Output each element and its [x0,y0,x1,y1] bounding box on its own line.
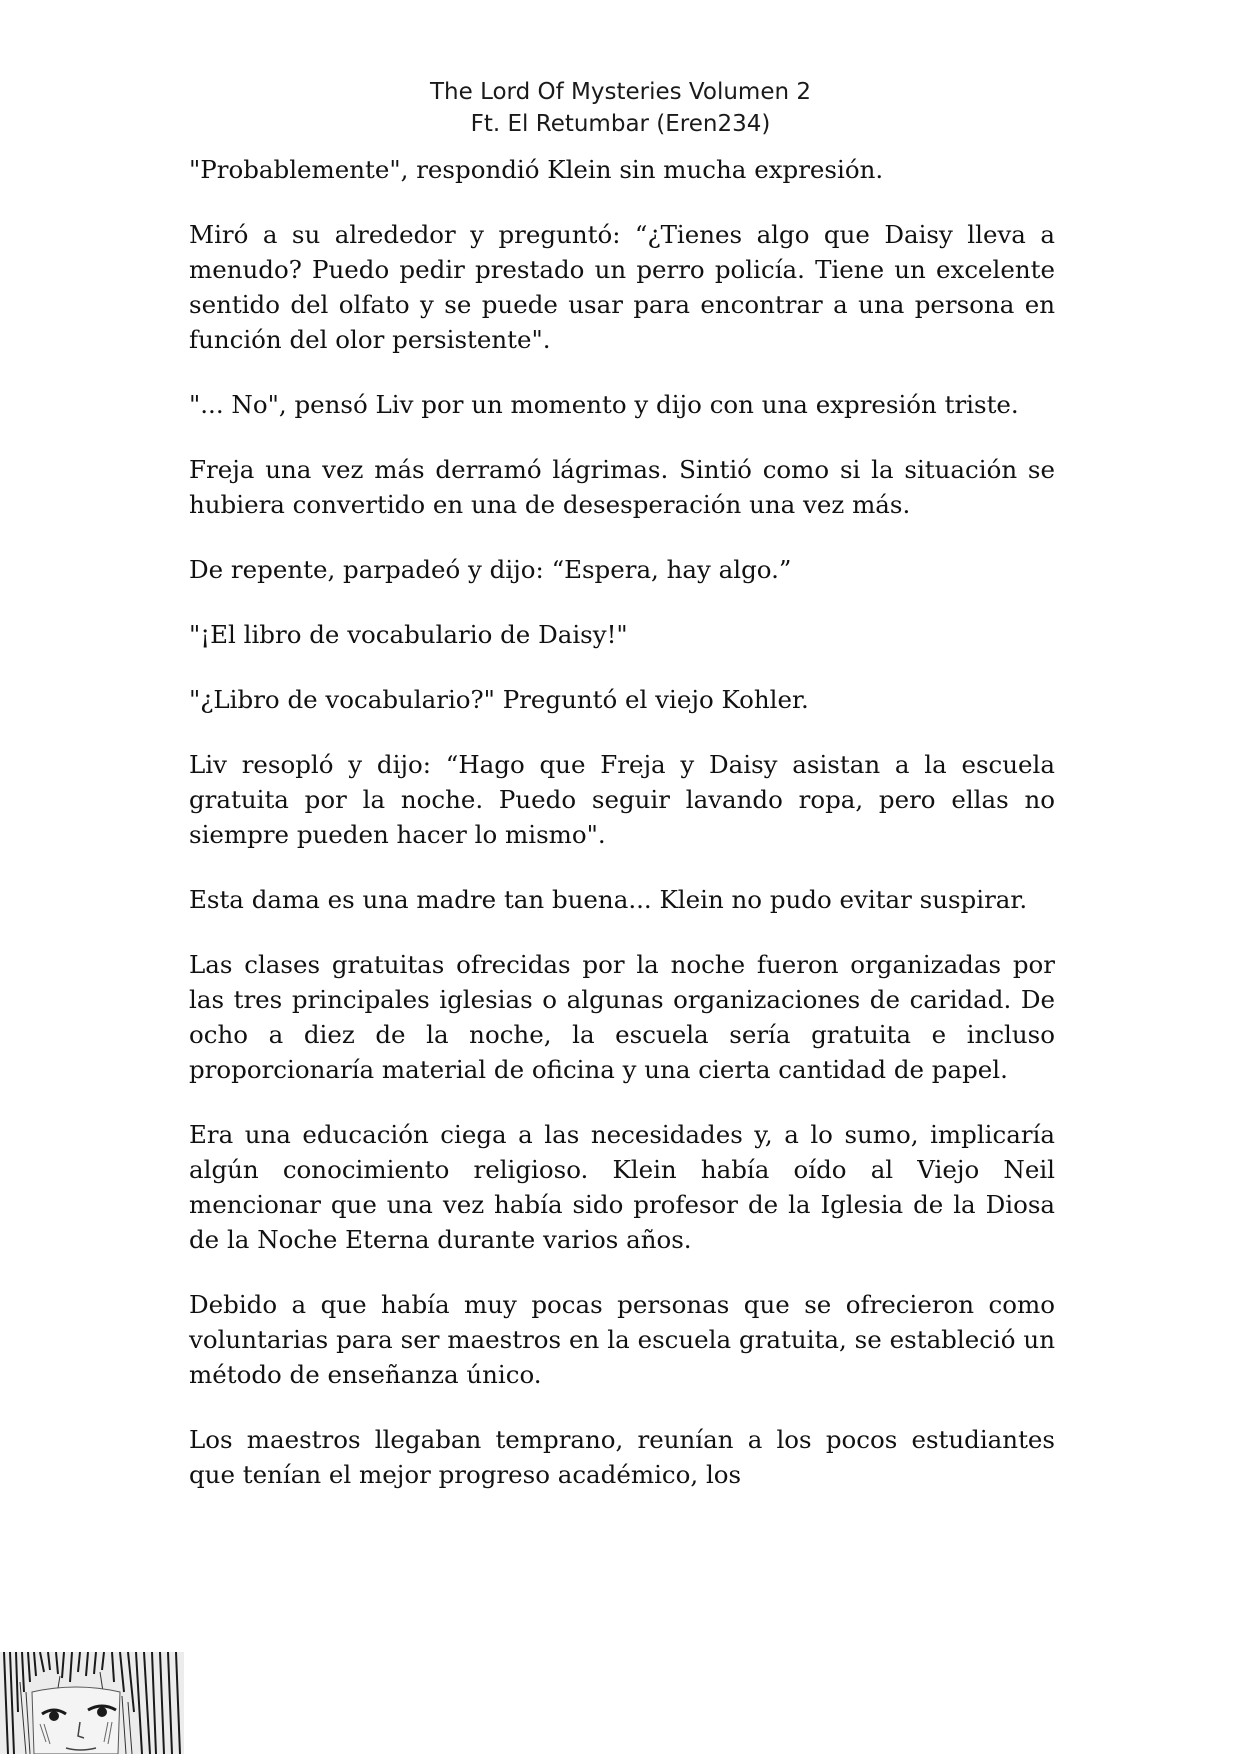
paragraph: Era una educación ciega a las necesidades y, a lo sumo, implicaría algún conocimiento religioso. Klein había oído al Viejo Neil mencionar que una vez había sido profesor de la Iglesia de la Diosa de la Noche Eterna durante varios años. [189,1120,1055,1254]
paragraph: Los maestros llegaban temprano, reunían a los pocos estudiantes que tenían el mejor progreso académico, los [189,1425,1055,1489]
manga-character-face-icon [0,1652,184,1754]
header-credit: Ft. El Retumbar (Eren234) [470,111,771,137]
paragraph: Freja una vez más derramó lágrimas. Sintió como si la situación se hubiera convertido en una de desesperación una vez más. [189,455,1055,519]
paragraph: "¿Libro de vocabulario?" Preguntó el viejo Kohler. [189,685,809,714]
paragraph: Miró a su alrededor y preguntó: “¿Tienes algo que Daisy lleva a menudo? Puedo pedir prestado un perro policía. Tiene un excelente sentido del olfato y se puede usar para encontrar a una persona en función del olor persistente". [189,220,1055,354]
paragraph: Esta dama es una madre tan buena... Klein no pudo evitar suspirar. [189,885,1028,914]
paragraph: "¡El libro de vocabulario de Daisy!" [189,620,628,649]
paragraph: Debido a que había muy pocas personas que se ofrecieron como voluntarias para ser maestros en la escuela gratuita, se estableció un método de enseñanza único. [189,1290,1055,1389]
document-body [189,152,1055,1492]
paragraph: "... No", pensó Liv por un momento y dijo con una expresión triste. [189,390,1019,419]
page-header [0,76,1241,140]
paragraph: De repente, parpadeó y dijo: “Espera, hay algo.” [189,555,792,584]
paragraph: Las clases gratuitas ofrecidas por la noche fueron organizadas por las tres principales iglesias o algunas organizaciones de caridad. De ocho a diez de la noche, la escuela sería gratuita e incluso proporcionaría material de oficina y una cierta cantidad de papel. [189,950,1055,1084]
paragraph: Liv resopló y dijo: “Hago que Freja y Daisy asistan a la escuela gratuita por la noche. Puedo seguir lavando ropa, pero ellas no siempre pueden hacer lo mismo". [189,750,1055,849]
header-title: The Lord Of Mysteries Volumen 2 [429,79,811,105]
paragraph: "Probablemente", respondió Klein sin mucha expresión. [189,155,884,184]
